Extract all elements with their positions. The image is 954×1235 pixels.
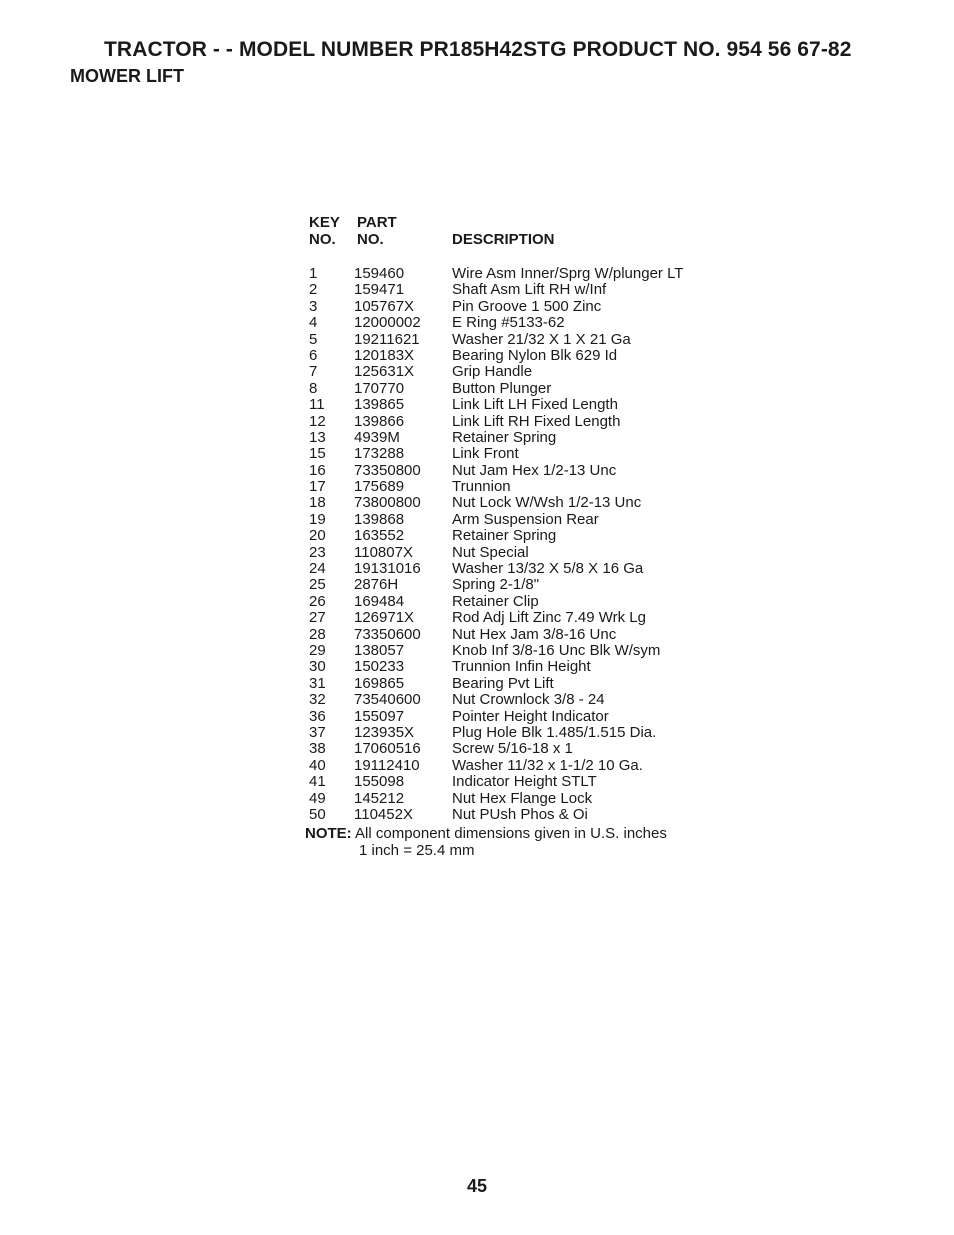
table-row: [308, 430, 728, 446]
table-row: [308, 692, 728, 708]
description-cell: Trunnion Infin Height: [452, 658, 591, 676]
table-body: [308, 266, 728, 823]
table-row: [308, 299, 728, 315]
table-row: [308, 709, 728, 725]
table-row: [308, 725, 728, 741]
key-header-line1: KEY: [309, 214, 340, 231]
part-number-cell: 125631X: [354, 363, 415, 381]
part-number-cell: 159471: [354, 281, 405, 299]
table-row: [308, 381, 728, 397]
part-number-cell: 105767X: [354, 297, 415, 315]
description-cell: Retainer Clip: [452, 592, 539, 610]
part-number-cell: 159460: [354, 265, 405, 282]
page-number: 45: [466, 1176, 488, 1196]
key-cell: 3: [309, 297, 318, 315]
table-row: [308, 610, 728, 626]
part-number-cell: 73350800: [354, 461, 421, 479]
description-cell: Pin Groove 1 500 Zinc: [452, 297, 602, 315]
table-row: [308, 741, 728, 757]
key-header-line2: NO.: [309, 231, 336, 248]
key-cell: 40: [309, 756, 326, 774]
part-number-cell: 19211621: [354, 330, 420, 348]
table-row: [308, 463, 728, 479]
description-cell: Retainer Spring: [452, 428, 557, 446]
description-cell: Knob Inf 3/8-16 Unc Blk W/sym: [452, 641, 661, 659]
part-number-cell: 123935X: [354, 723, 415, 741]
description-cell: Shaft Asm Lift RH w/Inf: [452, 281, 607, 299]
part-number-cell: 155098: [354, 773, 405, 791]
key-cell: 13: [309, 428, 326, 446]
key-cell: 32: [309, 691, 326, 709]
table-row: [308, 577, 728, 593]
part-number-cell: 19112410: [354, 756, 420, 774]
description-cell: E Ring #5133-62: [452, 314, 565, 332]
description-cell: Washer 21/32 X 1 X 21 Ga: [452, 330, 631, 348]
table-row: [308, 594, 728, 610]
description-cell: Nut Special: [452, 543, 529, 561]
description-cell: Link Front: [452, 445, 519, 463]
table-row: [308, 282, 728, 298]
description-cell: Link Lift RH Fixed Length: [452, 412, 621, 430]
description-cell: Bearing Pvt Lift: [452, 674, 554, 692]
description-cell: Screw 5/16-18 x 1: [452, 740, 573, 758]
part-number-cell: 139865: [354, 396, 405, 414]
part-number-cell: 110452X: [354, 805, 413, 823]
table-row: [308, 561, 728, 577]
key-cell: 37: [309, 723, 326, 741]
key-cell: 24: [309, 560, 326, 578]
table-row: [308, 528, 728, 544]
description-cell: Nut Hex Jam 3/8-16 Unc: [452, 625, 617, 643]
part-header-line2: NO.: [357, 231, 384, 248]
table-row: [308, 397, 728, 413]
part-number-cell: 163552: [354, 527, 405, 545]
description-cell: Plug Hole Blk 1.485/1.515 Dia.: [452, 723, 657, 741]
key-cell: 23: [309, 543, 326, 561]
description-cell: Trunnion: [452, 478, 511, 496]
key-cell: 15: [309, 445, 326, 463]
description-cell: Spring 2-1/8": [452, 576, 540, 594]
part-number-cell: 170770: [354, 379, 405, 397]
part-number-cell: 139866: [354, 412, 405, 430]
key-cell: 19: [309, 510, 326, 528]
part-number-cell: 126971X: [354, 609, 415, 627]
table-row: [308, 643, 728, 659]
description-cell: Nut Jam Hex 1/2-13 Unc: [452, 461, 617, 479]
table-row: [308, 348, 728, 364]
part-number-cell: 169484: [354, 592, 405, 610]
description-cell: Pointer Height Indicator: [452, 707, 609, 725]
key-cell: 11: [309, 396, 325, 414]
description-cell: Retainer Spring: [452, 527, 557, 545]
table-row: [308, 512, 728, 528]
note-label: NOTE:: [305, 825, 352, 842]
table-row: [308, 332, 728, 348]
note-conversion: 1 inch = 25.4 mm: [359, 841, 475, 859]
part-number-cell: 110807X: [354, 543, 413, 561]
key-cell: 36: [309, 707, 326, 725]
description-cell: Arm Suspension Rear: [452, 510, 599, 528]
key-cell: 26: [309, 592, 326, 610]
key-cell: 18: [309, 494, 326, 512]
key-cell: 31: [309, 674, 326, 692]
key-cell: 50: [309, 805, 326, 823]
part-number-cell: 173288: [354, 445, 405, 463]
table-row: [308, 545, 728, 561]
part-number-cell: 73800800: [354, 494, 421, 512]
key-cell: 30: [309, 658, 326, 676]
key-cell: 5: [309, 330, 318, 348]
table-row: [308, 364, 728, 380]
page-title: TRACTOR - - MODEL NUMBER PR185H42STG PRODUCT NO. 954 56 67-82: [104, 38, 852, 61]
key-cell: 4: [309, 314, 318, 332]
key-cell: 8: [309, 379, 318, 397]
part-number-cell: 73540600: [354, 691, 421, 709]
part-number-cell: 175689: [354, 478, 405, 496]
table-row: [308, 414, 728, 430]
parts-table: [308, 214, 728, 823]
description-cell: Button Plunger: [452, 379, 552, 397]
key-cell: 49: [309, 789, 326, 807]
description-cell: Wire Asm Inner/Sprg W/plunger LT: [452, 265, 684, 282]
key-cell: 29: [309, 641, 326, 659]
part-number-cell: 120183X: [354, 346, 415, 364]
key-cell: 25: [309, 576, 326, 594]
description-cell: Bearing Nylon Blk 629 Id: [452, 346, 618, 364]
part-number-cell: 4939M: [354, 428, 400, 446]
table-row: [308, 791, 728, 807]
table-row: [308, 676, 728, 692]
key-cell: 2: [309, 281, 318, 299]
table-row: [308, 659, 728, 675]
table-row: [308, 758, 728, 774]
description-header: DESCRIPTION: [452, 231, 555, 248]
part-number-cell: 155097: [354, 707, 405, 725]
description-cell: Washer 13/32 X 5/8 X 16 Ga: [452, 560, 644, 578]
key-cell: 12: [309, 412, 326, 430]
description-cell: Nut Hex Flange Lock: [452, 789, 593, 807]
key-cell: 16: [309, 461, 326, 479]
note: [305, 826, 667, 859]
key-cell: 17: [309, 478, 326, 496]
table-row: [308, 266, 728, 282]
table-row: [308, 446, 728, 462]
part-number-cell: 138057: [354, 641, 405, 659]
table-row: [308, 807, 728, 823]
part-number-cell: 139868: [354, 510, 405, 528]
description-cell: Nut Lock W/Wsh 1/2-13 Unc: [452, 494, 642, 512]
key-cell: 7: [309, 363, 318, 381]
part-number-cell: 19131016: [354, 560, 421, 578]
description-cell: Grip Handle: [452, 363, 533, 381]
description-cell: Link Lift LH Fixed Length: [452, 396, 618, 414]
table-row: [308, 774, 728, 790]
description-cell: Rod Adj Lift Zinc 7.49 Wrk Lg: [452, 609, 646, 627]
key-cell: 41: [309, 773, 326, 791]
key-cell: 38: [309, 740, 326, 758]
description-cell: Washer 11/32 x 1-1/2 10 Ga.: [452, 756, 643, 774]
part-number-cell: 145212: [354, 789, 405, 807]
section-title: MOWER LIFT: [70, 66, 184, 86]
part-number-cell: 2876H: [354, 576, 399, 594]
key-cell: 6: [309, 346, 318, 364]
key-cell: 20: [309, 527, 326, 545]
part-number-cell: 73350600: [354, 625, 421, 643]
table-row: [308, 479, 728, 495]
key-cell: 1: [309, 265, 318, 282]
description-cell: Indicator Height STLT: [452, 773, 597, 791]
description-cell: Nut Crownlock 3/8 - 24: [452, 691, 605, 709]
part-number-cell: 150233: [354, 658, 405, 676]
part-number-cell: 169865: [354, 674, 405, 692]
key-cell: 28: [309, 625, 326, 643]
part-header-line1: PART: [357, 214, 397, 231]
key-cell: 27: [309, 609, 326, 627]
part-number-cell: 12000002: [354, 314, 421, 332]
note-text: All component dimensions given in U.S. inches: [355, 825, 667, 842]
table-row: [308, 315, 728, 331]
description-cell: Nut PUsh Phos & Oi: [452, 805, 588, 823]
table-header: [308, 214, 728, 262]
table-row: [308, 495, 728, 511]
table-row: [308, 627, 728, 643]
part-number-cell: 17060516: [354, 740, 421, 758]
